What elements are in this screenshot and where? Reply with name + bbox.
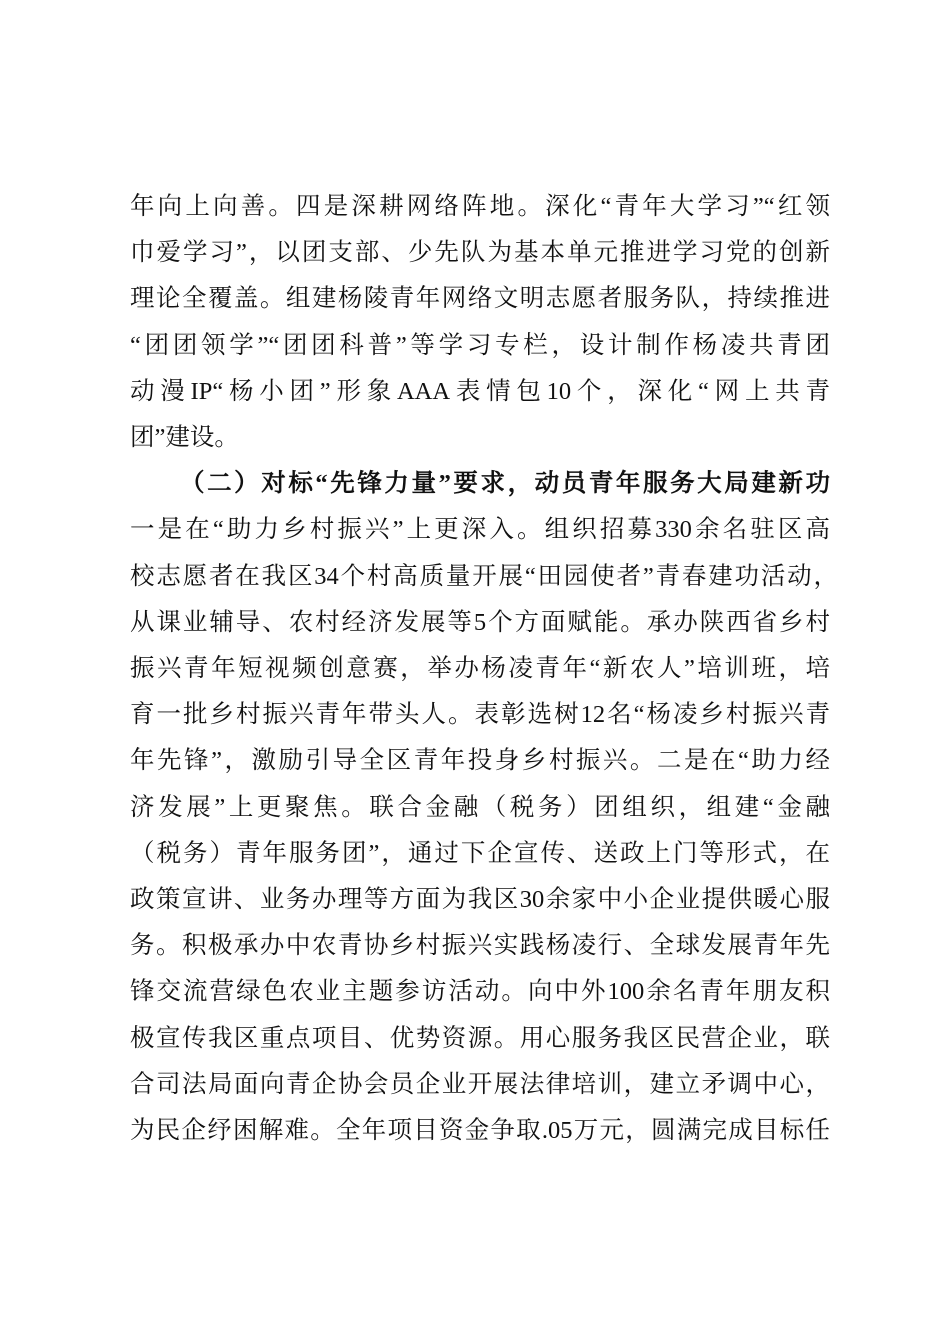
body-text-line: 振兴青年短视频创意赛，举办杨凌青年“新农人”培训班，培 bbox=[130, 655, 830, 682]
body-text-line: 校志愿者在我区34个村高质量开展“田园使者”青春建功活动， bbox=[130, 562, 838, 590]
body-text-line: 济发展”上更聚焦。联合金融（税务）团组织，组建“金融 bbox=[130, 793, 830, 821]
body-text-line: 育一批乡村振兴青年带头人。表彰选树12名“杨凌乡村振兴青 bbox=[130, 701, 830, 729]
body-text-line: 一是在“助力乡村振兴”上更深入。组织招募330余名驻区高 bbox=[130, 516, 830, 544]
body-text-line: 合司法局面向青企协会员企业开展法律培训，建立矛调中心， bbox=[130, 1070, 830, 1098]
body-text-line: 动漫IP“杨小团”形象AAA表情包10个，深化“网上共青 bbox=[130, 377, 830, 405]
body-text-line: “团团领学”“团团科普”等学习专栏，设计制作杨凌共青团 bbox=[130, 331, 830, 359]
body-text-line: 团”建设。 bbox=[130, 424, 239, 451]
body-text-line: 极宣传我区重点项目、优势资源。用心服务我区民营企业，联 bbox=[130, 1024, 830, 1052]
body-text-line: 从课业辅导、农村经济发展等5个方面赋能。承办陕西省乡村 bbox=[130, 608, 830, 636]
body-text-line: 务。积极承办中农青协乡村振兴实践杨凌行、全球发展青年先 bbox=[130, 932, 830, 960]
body-text-line: 政策宣讲、业务办理等方面为我区30余家中小企业提供暖心服 bbox=[130, 886, 830, 913]
body-text-line: （税务）青年服务团”，通过下企宣传、送政上门等形式，在 bbox=[130, 839, 830, 867]
body-text-line: 巾爱学习”，以团支部、少先队为基本单元推进学习党的创新 bbox=[130, 239, 830, 267]
body-text-line: 年先锋”，激励引导全区青年投身乡村振兴。二是在“助力经 bbox=[130, 747, 830, 775]
body-text-line: 理论全覆盖。组建杨陵青年网络文明志愿者服务队，持续推进 bbox=[130, 285, 830, 313]
body-text-line: 年向上向善。四是深耕网络阵地。深化“青年大学习”“红领 bbox=[130, 193, 830, 220]
body-text-line: 锋交流营绿色农业主题参访活动。向中外100余名青年朋友积 bbox=[130, 978, 830, 1006]
section-heading: （二）对标“先锋力量”要求，动员青年服务大局建新功 bbox=[180, 470, 830, 498]
body-text-line: 为民企纾困解难。全年项目资金争取.05万元，圆满完成目标任 bbox=[130, 1117, 830, 1144]
